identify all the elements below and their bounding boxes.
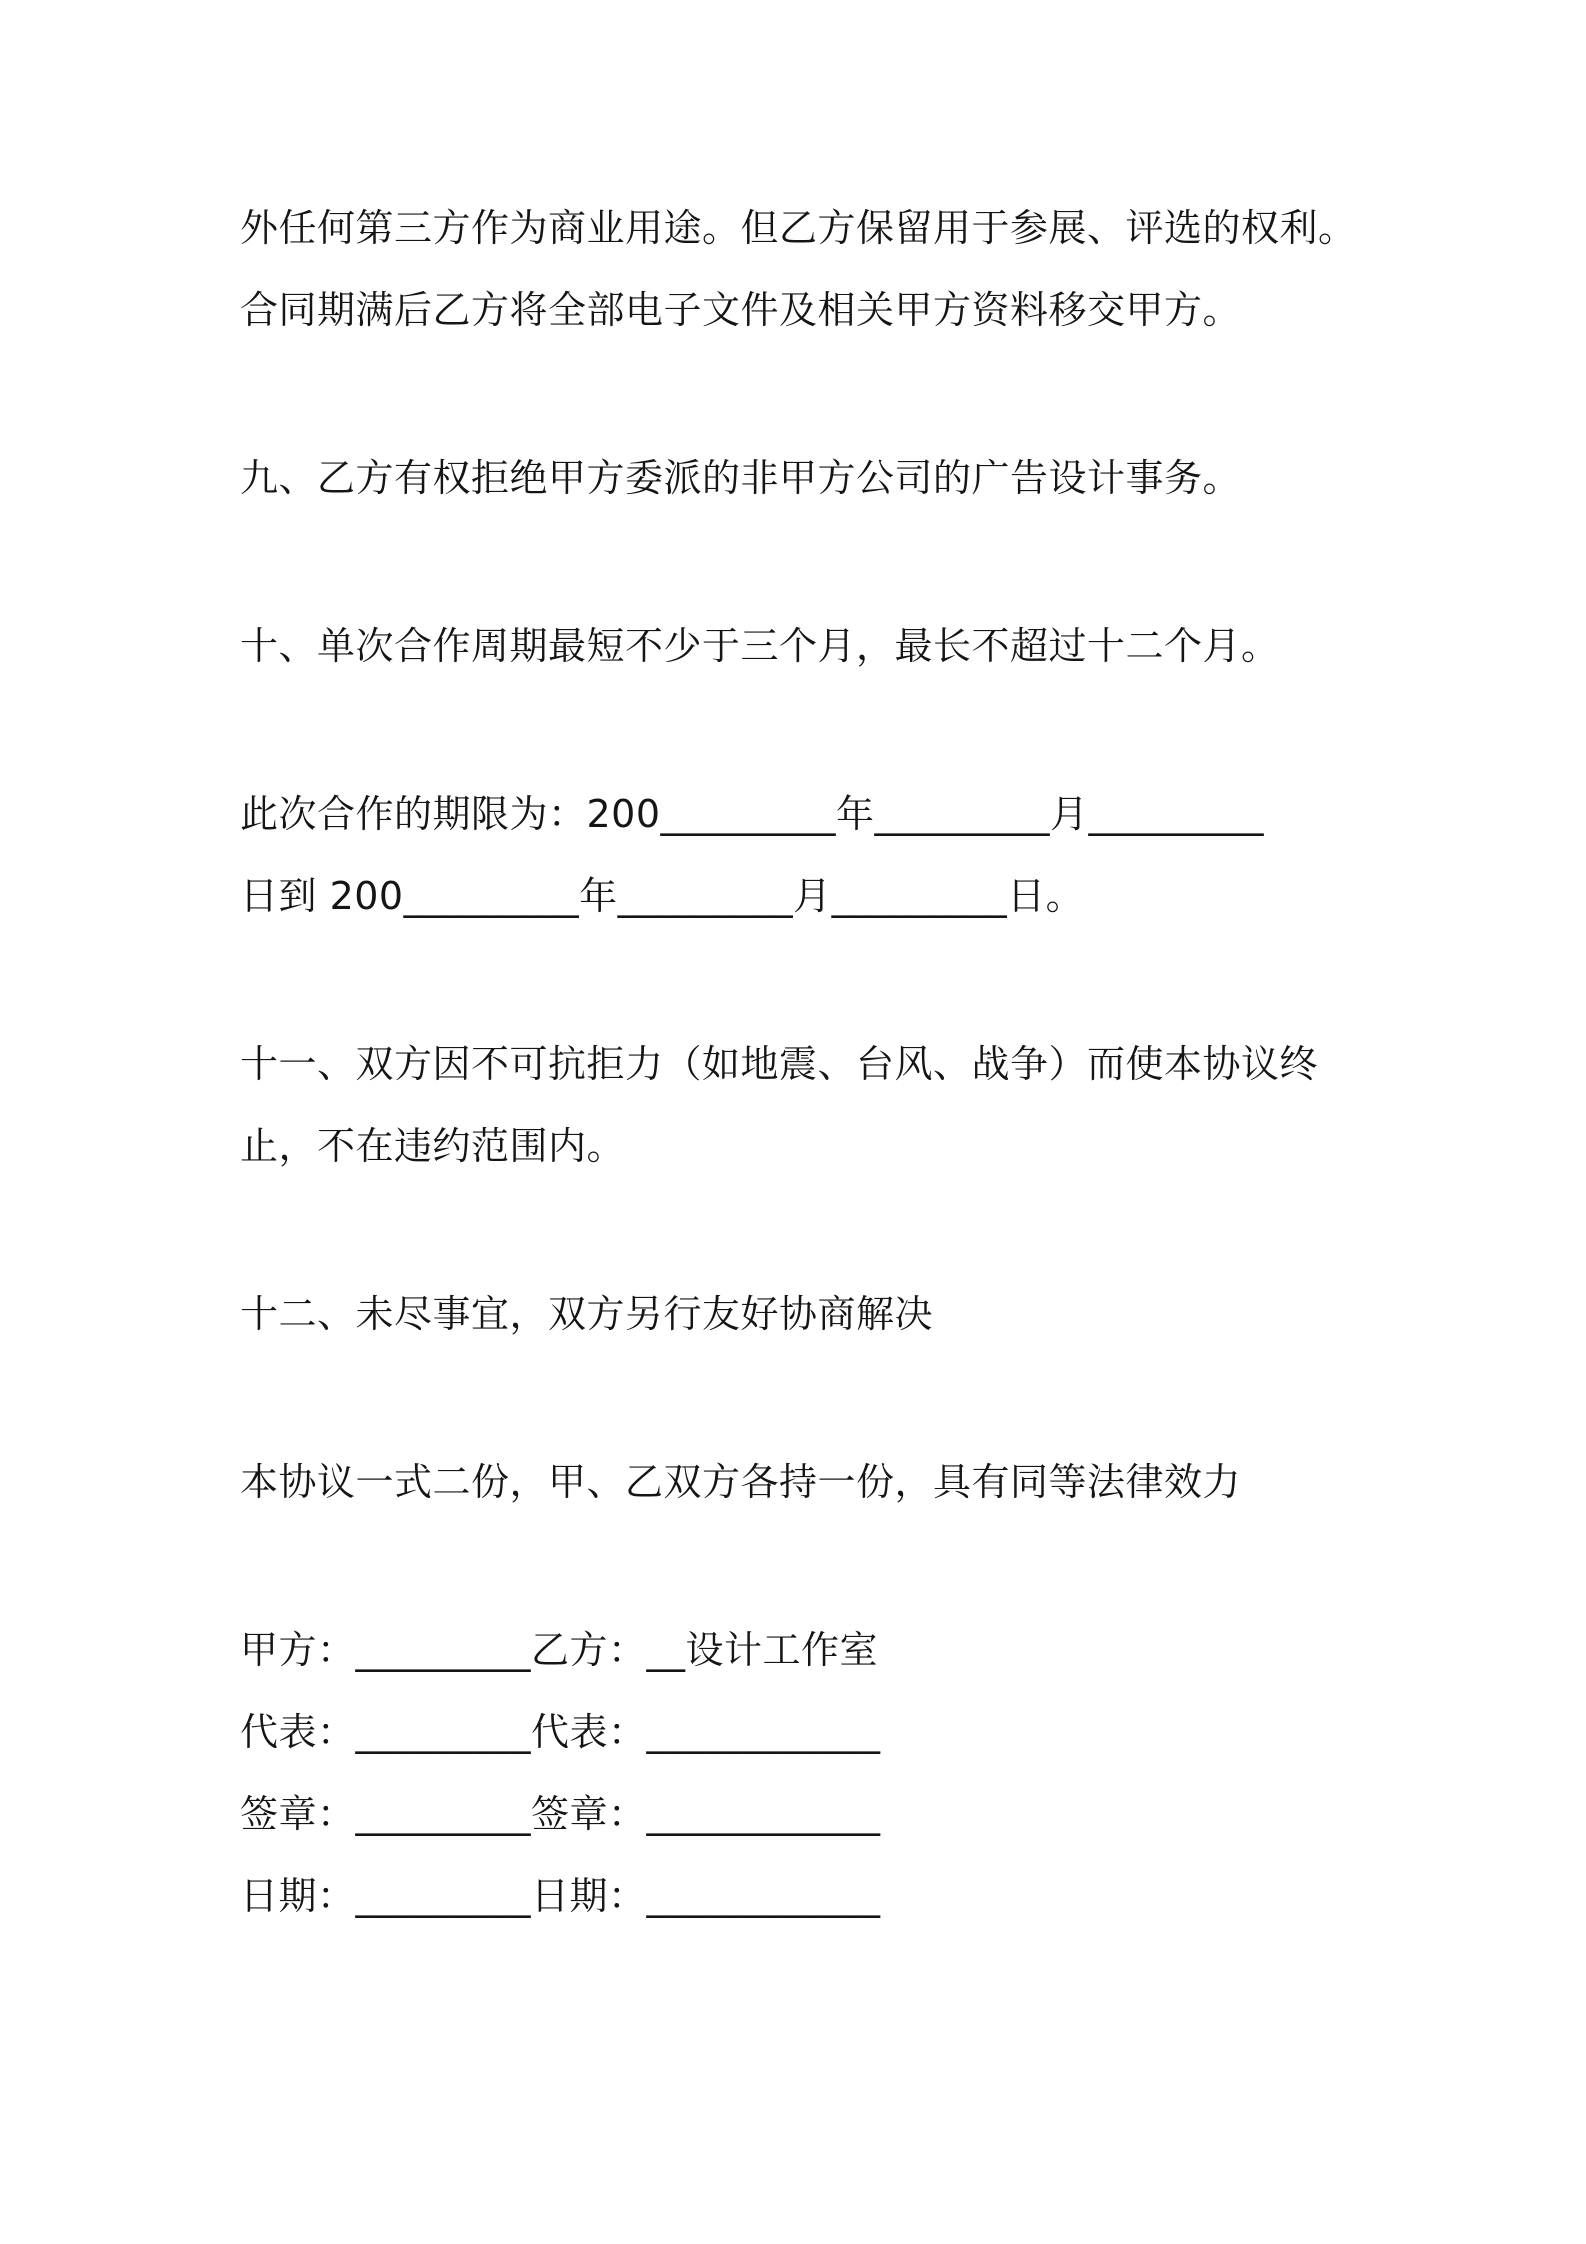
clause-ten: 十、单次合作周期最短不少于三个月，最长不超过十二个月。 [240,624,1280,668]
signature-representative-row: 代表：_________代表：____________ [240,1710,881,1754]
signature-party-row: 甲方：_________乙方：__设计工作室 [240,1628,879,1672]
signature-seal-row: 签章：_________签章：____________ [240,1792,881,1836]
clause-twelve: 十二、未尽事宜，双方另行友好协商解决 [240,1292,934,1336]
copies-statement: 本协议一式二份，甲、乙双方各持一份，具有同等法律效力 [240,1460,1242,1504]
clause-eleven-continuation: 止，不在违约范围内。 [240,1124,626,1168]
signature-date-row: 日期：_________日期：____________ [240,1874,881,1918]
term-period-end: 日到 200_________年_________月_________日。 [240,874,1085,918]
clause-eight-continuation: 外任何第三方作为商业用途。但乙方保留用于参展、评选的权利。 [240,206,1357,250]
term-period-start: 此次合作的期限为：200_________年_________月_________ [240,792,1265,836]
clause-nine: 九、乙方有权拒绝甲方委派的非甲方公司的广告设计事务。 [240,456,1242,500]
clause-eight-transfer: 合同期满后乙方将全部电子文件及相关甲方资料移交甲方。 [240,288,1242,332]
clause-eleven: 十一、双方因不可抗拒力（如地震、台风、战争）而使本协议终 [240,1042,1319,1086]
